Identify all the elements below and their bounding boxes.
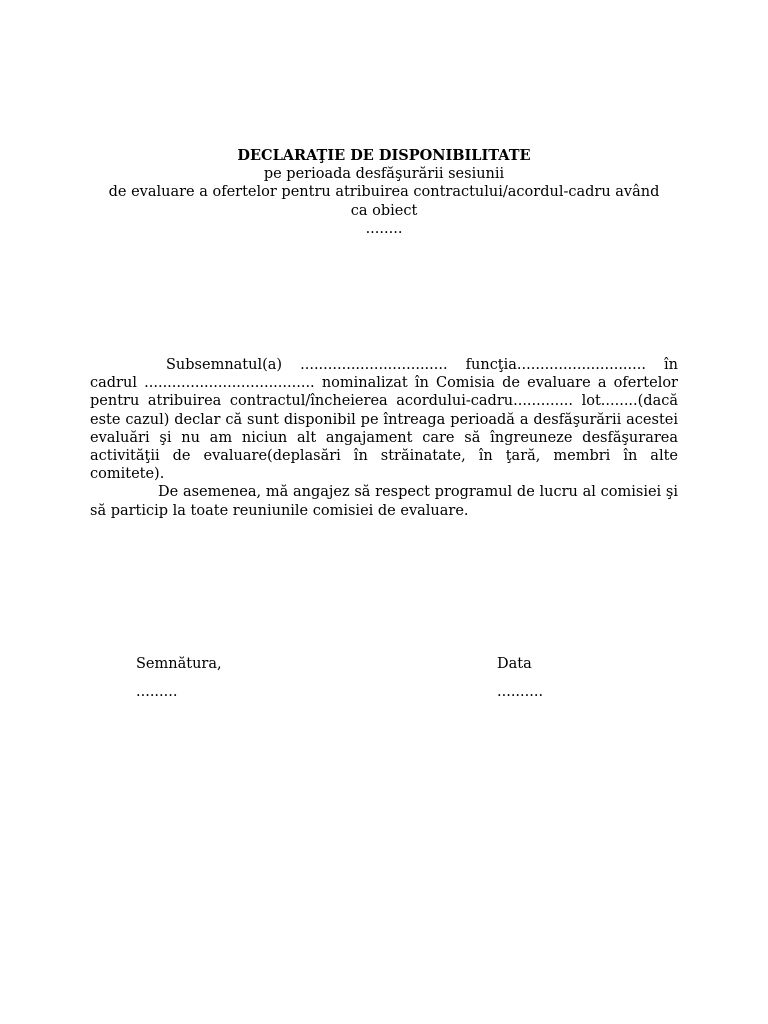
declaration-body: [90, 356, 678, 520]
declaration-paragraph-2: De asemenea, mă angajez să respect programul de lucru al comisiei şi să particip la toate reuniunile comisiei de evaluare.: [90, 484, 678, 519]
declaration-paragraph-1: Subsemnatul(a) ................................ funcţia............................ în cadrul ..................................... nominalizat în Comisia de evaluare a ofertelor pentru atribuirea contractul/încheierea acordului-cadru............. lot........(dacă este cazul) declar că sunt disponibil pe întreaga perioadă a desfăşurării acestei evaluări şi nu am niciun alt angajament care să îngreuneze desfăşurarea activităţii de evaluare(deplasări în străinatate, în ţară, membri în alte comitete).: [90, 357, 678, 483]
date-field: ..........: [497, 684, 544, 700]
signature-field: .........: [136, 684, 178, 700]
subtitle-line-1: pe perioada desfăşurării sesiunii: [263, 166, 505, 183]
subtitle-line-3: ca obiect: [350, 202, 418, 219]
document-title: DECLARAŢIE DE DISPONIBILITATE: [237, 147, 531, 164]
document-header: [90, 147, 678, 238]
date-label: Data: [497, 656, 532, 672]
subtitle-line-2: de evaluare a ofertelor pentru atribuirea contractului/acordul-cadru având: [108, 184, 660, 201]
date-block: [497, 655, 543, 701]
subtitle-line-4: ........: [365, 220, 403, 237]
signature-label: Semnătura,: [136, 656, 222, 672]
signature-block: [136, 655, 222, 701]
